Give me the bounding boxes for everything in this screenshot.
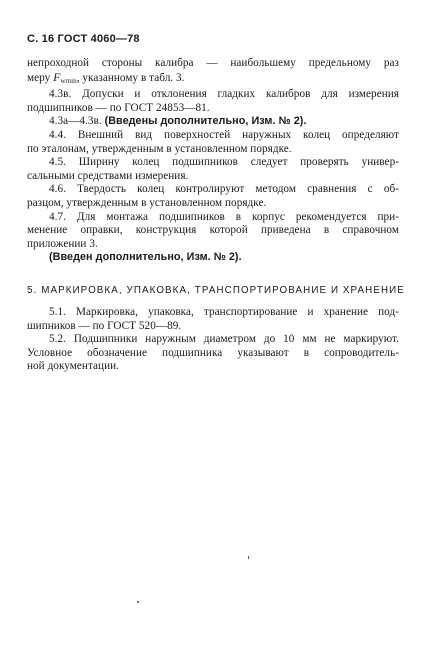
amendment-note: (Введены дополнительно, Изм. № 2). <box>104 115 307 128</box>
text-line: сальными средствами измерения. <box>27 169 189 182</box>
text-line: разцом, утвержденным в установленном порядке. <box>27 196 267 209</box>
symbol-subscript: wmin <box>60 76 77 85</box>
text-line: Условное обозначение подшипника указывают в сопроводитель- <box>27 346 399 359</box>
text-line: 5.1. Маркировка, упаковка, транспортирование и хранение под- <box>49 306 399 318</box>
text-line: 4.6. Твердость колец контролируют методом сравнения с об- <box>49 183 399 196</box>
amendment-note: (Введен дополнительно, Изм. № 2). <box>49 251 242 264</box>
scan-speck <box>137 601 139 603</box>
text-line: 4.5. Ширину колец подшипников следует проверять универ- <box>49 156 399 169</box>
text-line: менение оправки, конструкция которой приведена в справочном <box>27 224 399 237</box>
page-header: С. 16 ГОСТ 4060—78 <box>27 33 140 45</box>
text-line: шипников — по ГОСТ 520—89. <box>27 319 182 332</box>
text-line: непроходной стороны калибра — наибольшему предельному раз <box>27 57 399 69</box>
text-line: 4.3в. Допуски и отклонения гладких калибров для измерения <box>49 88 399 101</box>
text-line: приложении 3. <box>27 237 98 250</box>
text-line: меру $F_{wmin}$, указанному в табл. 3. <box>27 70 185 85</box>
text-line: 4.4. Внешний вид поверхностей наружных колец определяют <box>49 128 399 141</box>
text-line: 5.2. Подшипники наружным диаметром до 10 мм не маркируют. <box>49 333 399 346</box>
text-line: 4.7. Для монтажа подшипников в корпус рекомендуется при- <box>49 210 399 223</box>
text-line: 4.3а—4.3в. (Введены дополнительно, Изм. № 2). <box>49 115 307 128</box>
text-line: по эталонам, утвержденным в установленном порядке. <box>27 142 292 155</box>
section-heading: 5. МАРКИРОВКА, УПАКОВКА, ТРАНСПОРТИРОВАНИЕ И ХРАНЕНИЕ <box>27 285 405 296</box>
text-line: подшипников — по ГОСТ 24853—81. <box>27 101 210 114</box>
symbol-f: F <box>53 70 61 84</box>
body-text-block-1 <box>27 57 399 265</box>
body-text-block-2 <box>27 306 399 374</box>
scan-speck <box>248 556 249 559</box>
text-line: ной документации. <box>27 360 120 373</box>
